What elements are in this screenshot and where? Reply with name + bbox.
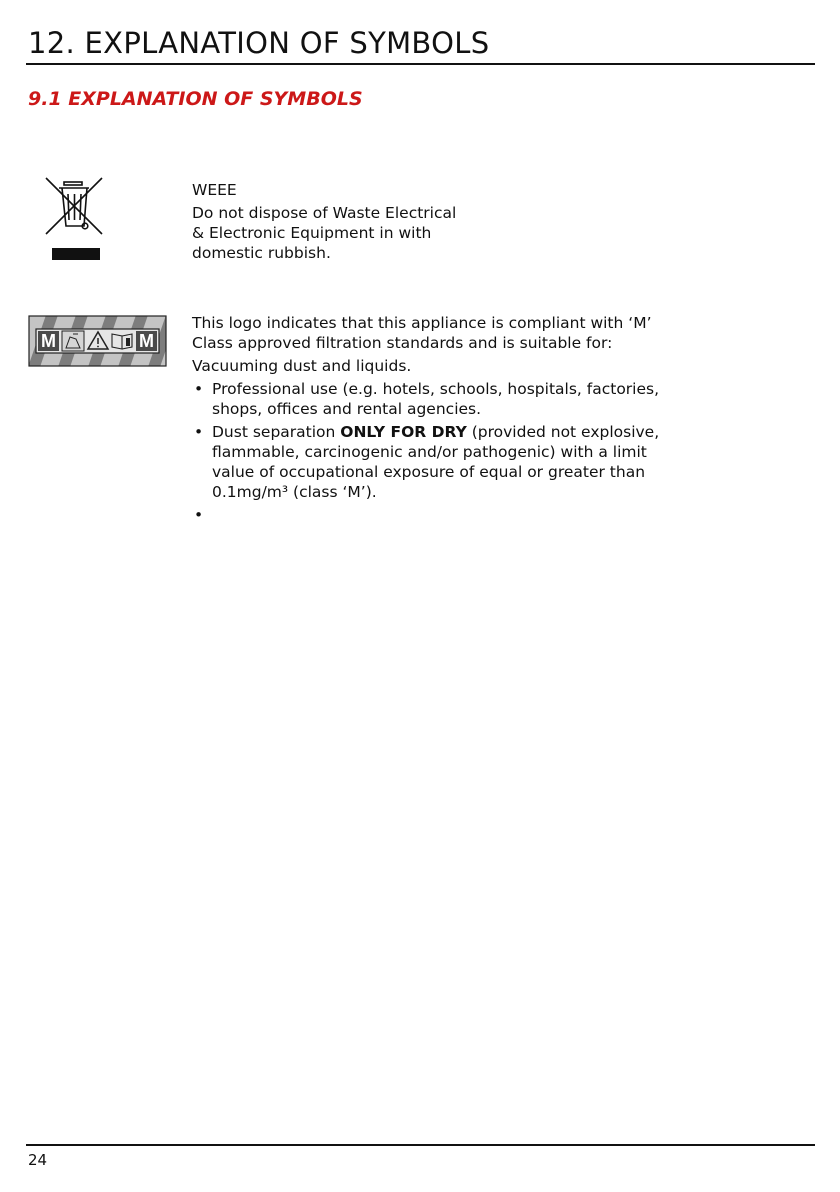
weee-line-2: & Electronic Equipment in with — [192, 224, 432, 242]
bullet-1-line-1: • Professional use (e.g. hotels, schools, hospitals, factories, — [212, 380, 660, 398]
bullet-2-rest: (provided not explosive, — [466, 423, 660, 441]
weee-crossed-bin-icon — [38, 174, 110, 264]
m-class-intro-line-1: This logo indicates that this appliance is compliant with ‘M’ — [192, 314, 652, 332]
list-item — [192, 422, 772, 502]
m-class-subheading: Vacuuming dust and liquids. — [192, 357, 412, 375]
bullet-2-bold: ONLY FOR DRY — [340, 423, 467, 441]
m-class-logo-letter-left: M — [41, 331, 56, 351]
m-class-intro-line-2: Class approved filtration standards and is suitable for: — [192, 334, 613, 352]
m-class-logo-letter-right: M — [139, 331, 154, 351]
bullet-2-line-3: value of occupational exposure of equal or greater than — [212, 463, 646, 481]
page-number: 24 — [28, 1151, 48, 1169]
bullet-2-line-1 — [212, 422, 772, 442]
m-class-description — [192, 313, 772, 528]
bullet-2-line-4: 0.1mg/m³ (class ‘M’). — [212, 483, 377, 501]
page-title: 12. EXPLANATION OF SYMBOLS — [28, 26, 490, 60]
bullet-2-line-2: flammable, carcinogenic and/or pathogenic) with a limit — [212, 443, 647, 461]
weee-line-3: domestic rubbish. — [192, 244, 331, 262]
weee-line-1: Do not dispose of Waste Electrical — [192, 204, 457, 222]
list-item — [192, 505, 772, 525]
bullet-2-prefix: Dust separation — [212, 423, 341, 441]
section-title: 9.1 EXPLANATION OF SYMBOLS — [28, 88, 363, 110]
m-class-bullet-list — [192, 379, 772, 525]
list-item — [192, 379, 772, 419]
weee-heading: WEEE — [192, 181, 237, 199]
bullet-3 — [212, 505, 772, 525]
m-class-logo-icon — [28, 315, 167, 367]
footer-rule — [26, 1144, 815, 1146]
bullet-1-line-2: shops, offices and rental agencies. — [212, 400, 482, 418]
title-rule — [26, 63, 815, 65]
weee-description — [192, 180, 772, 263]
